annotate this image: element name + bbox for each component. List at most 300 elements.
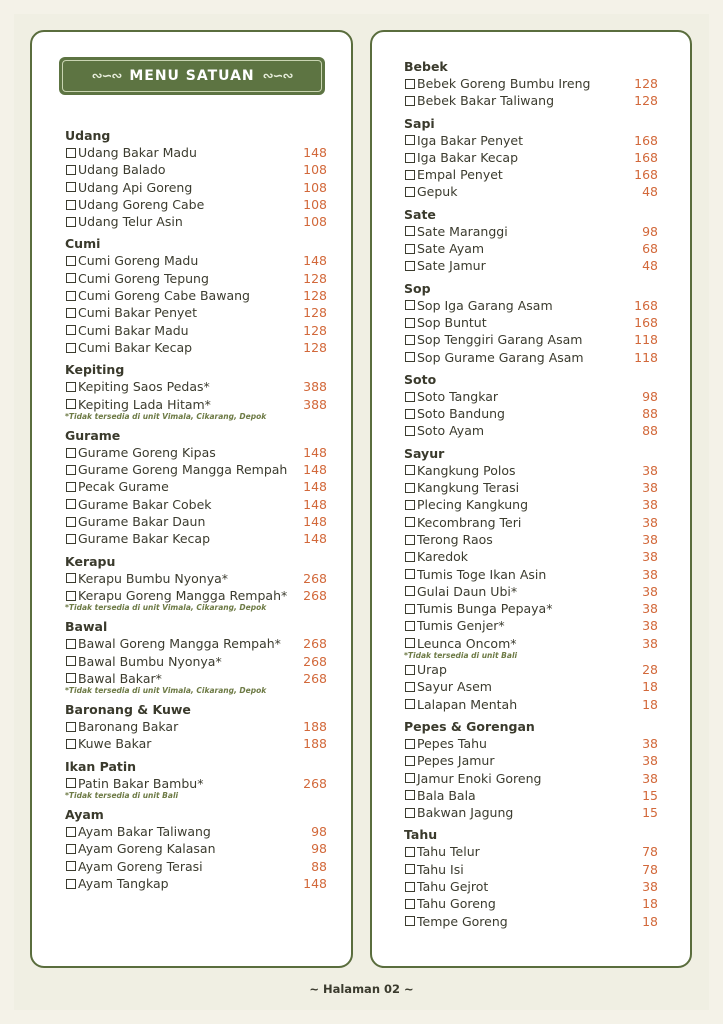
menu-item-name-wrap bbox=[65, 570, 228, 587]
menu-item-name-wrap bbox=[404, 388, 498, 405]
menu-item-soto-bandung[interactable] bbox=[404, 405, 658, 422]
checkbox-icon[interactable] bbox=[405, 153, 415, 163]
menu-item-price: 18 bbox=[642, 696, 658, 712]
checkbox-icon[interactable] bbox=[66, 148, 76, 158]
checkbox-icon[interactable] bbox=[66, 217, 76, 227]
category-heading: Tahu bbox=[404, 827, 438, 843]
menu-item-jamur-enoki-goreng[interactable] bbox=[404, 770, 658, 787]
menu-item-sate-ayam[interactable] bbox=[404, 240, 658, 257]
checkbox-icon[interactable] bbox=[66, 291, 76, 301]
menu-item-bawal-bakar[interactable] bbox=[65, 670, 327, 687]
menu-item-name: Soto Ayam bbox=[417, 423, 485, 439]
category-heading: Sapi bbox=[404, 115, 435, 131]
menu-item-name-wrap bbox=[65, 653, 222, 670]
checkbox-icon[interactable] bbox=[66, 573, 76, 583]
category-kepiting bbox=[65, 361, 327, 422]
menu-item-cumi-goreng-madu[interactable] bbox=[65, 252, 327, 269]
menu-item-pepes-tahu[interactable] bbox=[404, 735, 658, 752]
menu-item-gepuk[interactable] bbox=[404, 183, 658, 200]
checkbox-icon[interactable] bbox=[405, 916, 415, 926]
checkbox-icon[interactable] bbox=[66, 739, 76, 749]
checkbox-icon[interactable] bbox=[405, 864, 415, 874]
checkbox-icon[interactable] bbox=[66, 182, 76, 192]
menu-item-gulai-daun-ubi[interactable] bbox=[404, 583, 658, 600]
checkbox-icon[interactable] bbox=[66, 827, 76, 837]
checkbox-icon[interactable] bbox=[66, 879, 76, 889]
menu-item-patin-bakar-bambu[interactable] bbox=[65, 775, 327, 792]
menu-item-price: 268 bbox=[303, 775, 327, 791]
menu-item-tempe-goreng[interactable] bbox=[404, 913, 658, 930]
menu-item-name-wrap bbox=[404, 462, 515, 479]
menu-item-price: 38 bbox=[642, 497, 658, 513]
menu-item-sop-gurame-garang-asam[interactable] bbox=[404, 349, 658, 366]
menu-item-name-wrap bbox=[65, 670, 162, 687]
menu-item-price: 128 bbox=[303, 322, 327, 338]
menu-item-name-wrap bbox=[404, 696, 517, 713]
category-pepes-gorengan bbox=[404, 718, 658, 821]
category-sayur bbox=[404, 445, 658, 713]
menu-item-name: Bala Bala bbox=[417, 787, 476, 803]
menu-item-name-wrap bbox=[65, 304, 197, 321]
menu-item-name-wrap bbox=[404, 600, 552, 617]
menu-item-leunca-oncom[interactable] bbox=[404, 635, 658, 652]
menu-item-price: 38 bbox=[642, 601, 658, 617]
menu-item-name-wrap bbox=[404, 132, 523, 149]
checkbox-icon[interactable] bbox=[66, 591, 76, 601]
menu-item-price: 68 bbox=[642, 241, 658, 257]
menu-item-price: 168 bbox=[634, 314, 658, 330]
checkbox-icon[interactable] bbox=[66, 165, 76, 175]
menu-item-kepiting-saos-pedas[interactable] bbox=[65, 378, 327, 395]
menu-item-name: Gurame Bakar Daun bbox=[78, 514, 206, 530]
menu-item-name: Bawal Bumbu Nyonya* bbox=[78, 653, 222, 669]
checkbox-icon[interactable] bbox=[66, 256, 76, 266]
menu-item-price: 38 bbox=[642, 635, 658, 651]
menu-item-price: 108 bbox=[303, 179, 327, 195]
category-heading: Ayam bbox=[65, 807, 104, 823]
menu-title-banner bbox=[59, 57, 325, 95]
menu-item-price: 38 bbox=[642, 618, 658, 634]
checkbox-icon[interactable] bbox=[405, 483, 415, 493]
menu-item-udang-bakar-madu[interactable] bbox=[65, 144, 327, 161]
category-heading: Pepes & Gorengan bbox=[404, 718, 535, 734]
availability-note: *Tidak tersedia di unit Vimala, Cikarang, Depok bbox=[65, 686, 267, 696]
menu-item-kepiting-lada-hitam[interactable] bbox=[65, 396, 327, 413]
menu-item-price: 118 bbox=[634, 332, 658, 348]
checkbox-icon[interactable] bbox=[405, 790, 415, 800]
checkbox-icon[interactable] bbox=[405, 426, 415, 436]
menu-item-kangkung-polos[interactable] bbox=[404, 462, 658, 479]
menu-item-ayam-tangkap[interactable] bbox=[65, 875, 327, 892]
menu-item-price: 28 bbox=[642, 662, 658, 678]
menu-item-karedok[interactable] bbox=[404, 548, 658, 565]
menu-item-name-wrap bbox=[65, 287, 250, 304]
menu-item-name-wrap bbox=[404, 583, 517, 600]
menu-item-name-wrap bbox=[65, 396, 211, 413]
ornament-right-icon: ∾∽∾ bbox=[262, 68, 293, 84]
menu-item-price: 38 bbox=[642, 735, 658, 751]
menu-item-name: Tahu Goreng bbox=[417, 896, 496, 912]
menu-item-price: 168 bbox=[634, 167, 658, 183]
menu-item-name-wrap bbox=[404, 770, 541, 787]
checkbox-icon[interactable] bbox=[405, 756, 415, 766]
menu-item-kuwe-bakar[interactable] bbox=[65, 735, 327, 752]
checkbox-icon[interactable] bbox=[405, 261, 415, 271]
checkbox-icon[interactable] bbox=[66, 200, 76, 210]
menu-item-name-wrap bbox=[65, 270, 209, 287]
menu-item-name: Empal Penyet bbox=[417, 167, 503, 183]
menu-item-price: 38 bbox=[642, 462, 658, 478]
menu-item-urap[interactable] bbox=[404, 661, 658, 678]
menu-item-price: 188 bbox=[303, 719, 327, 735]
menu-item-price: 98 bbox=[311, 824, 327, 840]
menu-item-gurame-bakar-cobek[interactable] bbox=[65, 496, 327, 513]
menu-item-name-wrap bbox=[404, 566, 546, 583]
checkbox-icon[interactable] bbox=[66, 722, 76, 732]
menu-item-price: 88 bbox=[642, 406, 658, 422]
checkbox-icon[interactable] bbox=[405, 500, 415, 510]
checkbox-icon[interactable] bbox=[66, 482, 76, 492]
menu-item-name-wrap bbox=[404, 878, 488, 895]
checkbox-icon[interactable] bbox=[405, 465, 415, 475]
menu-item-tumis-genjer[interactable] bbox=[404, 617, 658, 634]
checkbox-icon[interactable] bbox=[66, 844, 76, 854]
checkbox-icon[interactable] bbox=[405, 300, 415, 310]
menu-item-tahu-telur[interactable] bbox=[404, 843, 658, 860]
checkbox-icon[interactable] bbox=[66, 656, 76, 666]
menu-item-name-wrap bbox=[404, 166, 503, 183]
menu-item-sate-jamur[interactable] bbox=[404, 257, 658, 274]
menu-item-soto-tangkar[interactable] bbox=[404, 388, 658, 405]
menu-item-name: Terong Raos bbox=[417, 531, 493, 547]
checkbox-icon[interactable] bbox=[405, 569, 415, 579]
menu-item-name: Bawal Bakar* bbox=[78, 670, 162, 686]
menu-item-bakwan-jagung[interactable] bbox=[404, 804, 658, 821]
category-heading: Gurame bbox=[65, 427, 121, 443]
menu-item-cumi-bakar-kecap[interactable] bbox=[65, 339, 327, 356]
menu-item-name-wrap bbox=[404, 661, 447, 678]
menu-item-name: Cumi Goreng Madu bbox=[78, 253, 199, 269]
menu-item-bala-bala[interactable] bbox=[404, 787, 658, 804]
menu-item-name-wrap bbox=[404, 752, 494, 769]
checkbox-icon[interactable] bbox=[405, 604, 415, 614]
checkbox-icon[interactable] bbox=[405, 899, 415, 909]
page-number: ~ Halaman 02 ~ bbox=[309, 982, 414, 996]
checkbox-icon[interactable] bbox=[405, 226, 415, 236]
menu-item-name: Soto Tangkar bbox=[417, 388, 499, 404]
checkbox-icon[interactable] bbox=[66, 273, 76, 283]
menu-item-tumis-toge-ikan-asin[interactable] bbox=[404, 566, 658, 583]
menu-item-price: 148 bbox=[303, 531, 327, 547]
menu-item-price: 268 bbox=[303, 636, 327, 652]
menu-item-name: Sate Maranggi bbox=[417, 223, 508, 239]
menu-item-price: 38 bbox=[642, 583, 658, 599]
menu-item-bawal-bumbu-nyonya[interactable] bbox=[65, 653, 327, 670]
menu-item-price: 38 bbox=[642, 531, 658, 547]
menu-item-name-wrap bbox=[404, 297, 553, 314]
checkbox-icon[interactable] bbox=[405, 392, 415, 402]
menu-item-udang-goreng-cabe[interactable] bbox=[65, 196, 327, 213]
menu-item-price: 128 bbox=[634, 93, 658, 109]
right-menu-list bbox=[404, 53, 658, 930]
menu-item-name-wrap bbox=[65, 161, 166, 178]
checkbox-icon[interactable] bbox=[405, 318, 415, 328]
menu-item-price: 38 bbox=[642, 549, 658, 565]
menu-item-name: Bawal Goreng Mangga Rempah* bbox=[78, 636, 281, 652]
checkbox-icon[interactable] bbox=[405, 170, 415, 180]
menu-item-name-wrap bbox=[404, 349, 584, 366]
menu-item-price: 128 bbox=[303, 270, 327, 286]
menu-item-gurame-goreng-kipas[interactable] bbox=[65, 444, 327, 461]
menu-item-name-wrap bbox=[65, 775, 203, 792]
menu-item-name-wrap bbox=[404, 405, 505, 422]
menu-item-name-wrap bbox=[404, 843, 480, 860]
menu-item-price: 38 bbox=[642, 878, 658, 894]
menu-item-name: Tumis Toge Ikan Asin bbox=[417, 566, 547, 582]
menu-item-name-wrap bbox=[404, 331, 582, 348]
checkbox-icon[interactable] bbox=[66, 517, 76, 527]
menu-item-terong-raos[interactable] bbox=[404, 531, 658, 548]
menu-item-price: 388 bbox=[303, 396, 327, 412]
checkbox-icon[interactable] bbox=[405, 621, 415, 631]
menu-item-name-wrap bbox=[65, 461, 287, 478]
category-heading: Bebek bbox=[404, 59, 448, 74]
left-menu-panel bbox=[30, 30, 353, 968]
menu-item-name: Soto Bandung bbox=[417, 406, 505, 422]
menu-item-pepes-jamur[interactable] bbox=[404, 752, 658, 769]
menu-item-name: Iga Bakar Kecap bbox=[417, 149, 519, 165]
menu-item-name: Tempe Goreng bbox=[417, 913, 508, 929]
menu-item-name: Kecombrang Teri bbox=[417, 514, 522, 530]
menu-item-name: Tumis Genjer* bbox=[417, 618, 505, 634]
menu-item-sate-maranggi[interactable] bbox=[404, 223, 658, 240]
checkbox-icon[interactable] bbox=[405, 682, 415, 692]
menu-item-name: Tahu Telur bbox=[417, 844, 480, 860]
menu-item-cumi-bakar-madu[interactable] bbox=[65, 322, 327, 339]
category-cumi bbox=[65, 235, 327, 356]
menu-item-name: Tahu Isi bbox=[417, 861, 464, 877]
menu-item-tahu-isi[interactable] bbox=[404, 861, 658, 878]
menu-item-name: Kuwe Bakar bbox=[78, 736, 152, 752]
menu-item-name: Baronang Bakar bbox=[78, 719, 179, 735]
menu-item-price: 268 bbox=[303, 587, 327, 603]
checkbox-icon[interactable] bbox=[66, 325, 76, 335]
menu-item-price: 18 bbox=[642, 679, 658, 695]
menu-item-name-wrap bbox=[65, 179, 192, 196]
menu-item-name-wrap bbox=[404, 913, 508, 930]
checkbox-icon[interactable] bbox=[405, 739, 415, 749]
menu-item-udang-balado[interactable] bbox=[65, 161, 327, 178]
menu-item-ayam-goreng-terasi[interactable] bbox=[65, 858, 327, 875]
menu-item-name: Kepiting Saos Pedas* bbox=[78, 379, 210, 395]
checkbox-icon[interactable] bbox=[405, 535, 415, 545]
menu-item-name: Sop Iga Garang Asam bbox=[417, 297, 553, 313]
menu-item-name: Udang Goreng Cabe bbox=[78, 196, 205, 212]
checkbox-icon[interactable] bbox=[66, 465, 76, 475]
menu-item-price: 38 bbox=[642, 566, 658, 582]
menu-item-sop-iga-garang-asam[interactable] bbox=[404, 297, 658, 314]
menu-item-name: Cumi Goreng Tepung bbox=[78, 270, 209, 286]
menu-item-price: 38 bbox=[642, 753, 658, 769]
category-kerapu bbox=[65, 553, 327, 614]
menu-item-price: 148 bbox=[303, 496, 327, 512]
right-menu-panel bbox=[370, 30, 692, 968]
category-heading: Soto bbox=[404, 371, 437, 387]
checkbox-icon[interactable] bbox=[405, 773, 415, 783]
menu-item-bebek-bakar-taliwang[interactable] bbox=[404, 92, 658, 109]
menu-item-price: 38 bbox=[642, 770, 658, 786]
menu-item-cumi-bakar-penyet[interactable] bbox=[65, 304, 327, 321]
category-ayam bbox=[65, 806, 327, 892]
menu-item-sayur-asem[interactable] bbox=[404, 678, 658, 695]
menu-item-name: Cumi Bakar Madu bbox=[78, 322, 189, 338]
checkbox-icon[interactable] bbox=[66, 399, 76, 409]
menu-item-name: Tahu Gejrot bbox=[417, 878, 489, 894]
menu-item-udang-telur-asin[interactable] bbox=[65, 213, 327, 230]
checkbox-icon[interactable] bbox=[405, 79, 415, 89]
menu-item-pecak-gurame[interactable] bbox=[65, 478, 327, 495]
menu-item-name-wrap bbox=[404, 422, 484, 439]
menu-item-name-wrap bbox=[404, 548, 468, 565]
checkbox-icon[interactable] bbox=[405, 665, 415, 675]
menu-item-name-wrap bbox=[404, 240, 484, 257]
checkbox-icon[interactable] bbox=[405, 244, 415, 254]
menu-item-bebek-goreng-bumbu-ireng[interactable] bbox=[404, 75, 658, 92]
menu-item-tahu-gejrot[interactable] bbox=[404, 878, 658, 895]
checkbox-icon[interactable] bbox=[405, 187, 415, 197]
availability-note: *Tidak tersedia di unit Bali bbox=[404, 651, 518, 661]
menu-item-iga-bakar-kecap[interactable] bbox=[404, 149, 658, 166]
menu-item-kangkung-terasi[interactable] bbox=[404, 479, 658, 496]
checkbox-icon[interactable] bbox=[66, 778, 76, 788]
menu-item-name: Udang Bakar Madu bbox=[78, 145, 197, 160]
menu-item-iga-bakar-penyet[interactable] bbox=[404, 132, 658, 149]
category-heading: Sayur bbox=[404, 445, 445, 461]
menu-item-soto-ayam[interactable] bbox=[404, 422, 658, 439]
menu-item-price: 148 bbox=[303, 462, 327, 478]
menu-item-name: Ayam Bakar Taliwang bbox=[78, 824, 211, 840]
menu-item-tahu-goreng[interactable] bbox=[404, 895, 658, 912]
menu-item-name-wrap bbox=[404, 678, 492, 695]
checkbox-icon[interactable] bbox=[405, 552, 415, 562]
menu-item-price: 388 bbox=[303, 379, 327, 395]
checkbox-icon[interactable] bbox=[66, 673, 76, 683]
menu-item-price: 168 bbox=[634, 132, 658, 148]
menu-item-name: Cumi Goreng Cabe Bawang bbox=[78, 288, 250, 304]
checkbox-icon[interactable] bbox=[66, 448, 76, 458]
menu-item-price: 148 bbox=[303, 514, 327, 530]
menu-item-name-wrap bbox=[404, 617, 505, 634]
checkbox-icon[interactable] bbox=[66, 382, 76, 392]
checkbox-icon[interactable] bbox=[405, 638, 415, 648]
menu-item-name: Ayam Tangkap bbox=[78, 875, 169, 891]
menu-item-name-wrap bbox=[65, 213, 183, 230]
checkbox-icon[interactable] bbox=[405, 96, 415, 106]
availability-note: *Tidak tersedia di unit Vimala, Cikarang, Depok bbox=[65, 603, 267, 613]
checkbox-icon[interactable] bbox=[405, 847, 415, 857]
checkbox-icon[interactable] bbox=[405, 352, 415, 362]
checkbox-icon[interactable] bbox=[405, 808, 415, 818]
category-udang bbox=[65, 127, 327, 230]
checkbox-icon[interactable] bbox=[405, 335, 415, 345]
menu-item-name: Cumi Bakar Kecap bbox=[78, 339, 193, 355]
menu-item-name: Sop Buntut bbox=[417, 314, 487, 330]
menu-item-name-wrap bbox=[65, 587, 287, 604]
menu-item-price: 148 bbox=[303, 145, 327, 160]
category-heading: Sop bbox=[404, 280, 431, 296]
checkbox-icon[interactable] bbox=[66, 308, 76, 318]
category-ikan-patin bbox=[65, 758, 327, 801]
menu-item-price: 268 bbox=[303, 570, 327, 586]
menu-item-sop-tenggiri-garang-asam[interactable] bbox=[404, 331, 658, 348]
checkbox-icon[interactable] bbox=[405, 882, 415, 892]
menu-item-price: 268 bbox=[303, 670, 327, 686]
menu-item-name: Gurame Bakar Kecap bbox=[78, 531, 211, 547]
menu-item-name-wrap bbox=[65, 196, 204, 213]
menu-item-gurame-bakar-daun[interactable] bbox=[65, 513, 327, 530]
category-soto bbox=[404, 371, 658, 440]
menu-item-kerapu-bumbu-nyonya[interactable] bbox=[65, 570, 327, 587]
menu-item-gurame-bakar-kecap[interactable] bbox=[65, 530, 327, 547]
menu-item-baronang-bakar[interactable] bbox=[65, 718, 327, 735]
checkbox-icon[interactable] bbox=[405, 586, 415, 596]
menu-item-price: 128 bbox=[303, 305, 327, 321]
menu-item-empal-penyet[interactable] bbox=[404, 166, 658, 183]
checkbox-icon[interactable] bbox=[66, 343, 76, 353]
menu-item-name: Lalapan Mentah bbox=[417, 696, 518, 712]
menu-item-name: Leunca Oncom* bbox=[417, 635, 517, 651]
menu-item-name-wrap bbox=[65, 322, 189, 339]
menu-item-bawal-goreng-mangga-rempah[interactable] bbox=[65, 635, 327, 652]
checkbox-icon[interactable] bbox=[66, 499, 76, 509]
checkbox-icon[interactable] bbox=[405, 135, 415, 145]
menu-item-price: 15 bbox=[642, 787, 658, 803]
menu-item-price: 148 bbox=[303, 253, 327, 269]
menu-item-name: Ayam Goreng Terasi bbox=[78, 858, 203, 874]
category-heading: Bawal bbox=[65, 619, 108, 635]
menu-item-cumi-goreng-tepung[interactable] bbox=[65, 270, 327, 287]
menu-item-price: 98 bbox=[642, 388, 658, 404]
menu-item-gurame-goreng-mangga-rempah[interactable] bbox=[65, 461, 327, 478]
checkbox-icon[interactable] bbox=[405, 699, 415, 709]
menu-item-name: Pecak Gurame bbox=[78, 479, 169, 495]
menu-item-kecombrang-teri[interactable] bbox=[404, 514, 658, 531]
menu-item-name-wrap bbox=[404, 804, 513, 821]
menu-item-name-wrap bbox=[65, 735, 151, 752]
menu-item-ayam-goreng-kalasan[interactable] bbox=[65, 840, 327, 857]
menu-item-sop-buntut[interactable] bbox=[404, 314, 658, 331]
checkbox-icon[interactable] bbox=[66, 639, 76, 649]
menu-item-udang-api-goreng[interactable] bbox=[65, 179, 327, 196]
menu-item-name-wrap bbox=[404, 531, 493, 548]
menu-item-lalapan-mentah[interactable] bbox=[404, 696, 658, 713]
category-heading: Cumi bbox=[65, 236, 101, 252]
menu-item-cumi-goreng-cabe-bawang[interactable] bbox=[65, 287, 327, 304]
menu-item-tumis-bunga-pepaya[interactable] bbox=[404, 600, 658, 617]
category-heading: Ikan Patin bbox=[65, 758, 137, 774]
menu-item-price: 128 bbox=[303, 288, 327, 304]
checkbox-icon[interactable] bbox=[405, 409, 415, 419]
menu-item-price: 128 bbox=[303, 339, 327, 355]
checkbox-icon[interactable] bbox=[66, 861, 76, 871]
menu-item-price: 78 bbox=[642, 844, 658, 860]
menu-item-ayam-bakar-taliwang[interactable] bbox=[65, 823, 327, 840]
checkbox-icon[interactable] bbox=[66, 534, 76, 544]
checkbox-icon[interactable] bbox=[405, 517, 415, 527]
menu-item-name-wrap bbox=[404, 223, 508, 240]
menu-item-kerapu-goreng-mangga-rempah[interactable] bbox=[65, 587, 327, 604]
menu-item-plecing-kangkung[interactable] bbox=[404, 496, 658, 513]
